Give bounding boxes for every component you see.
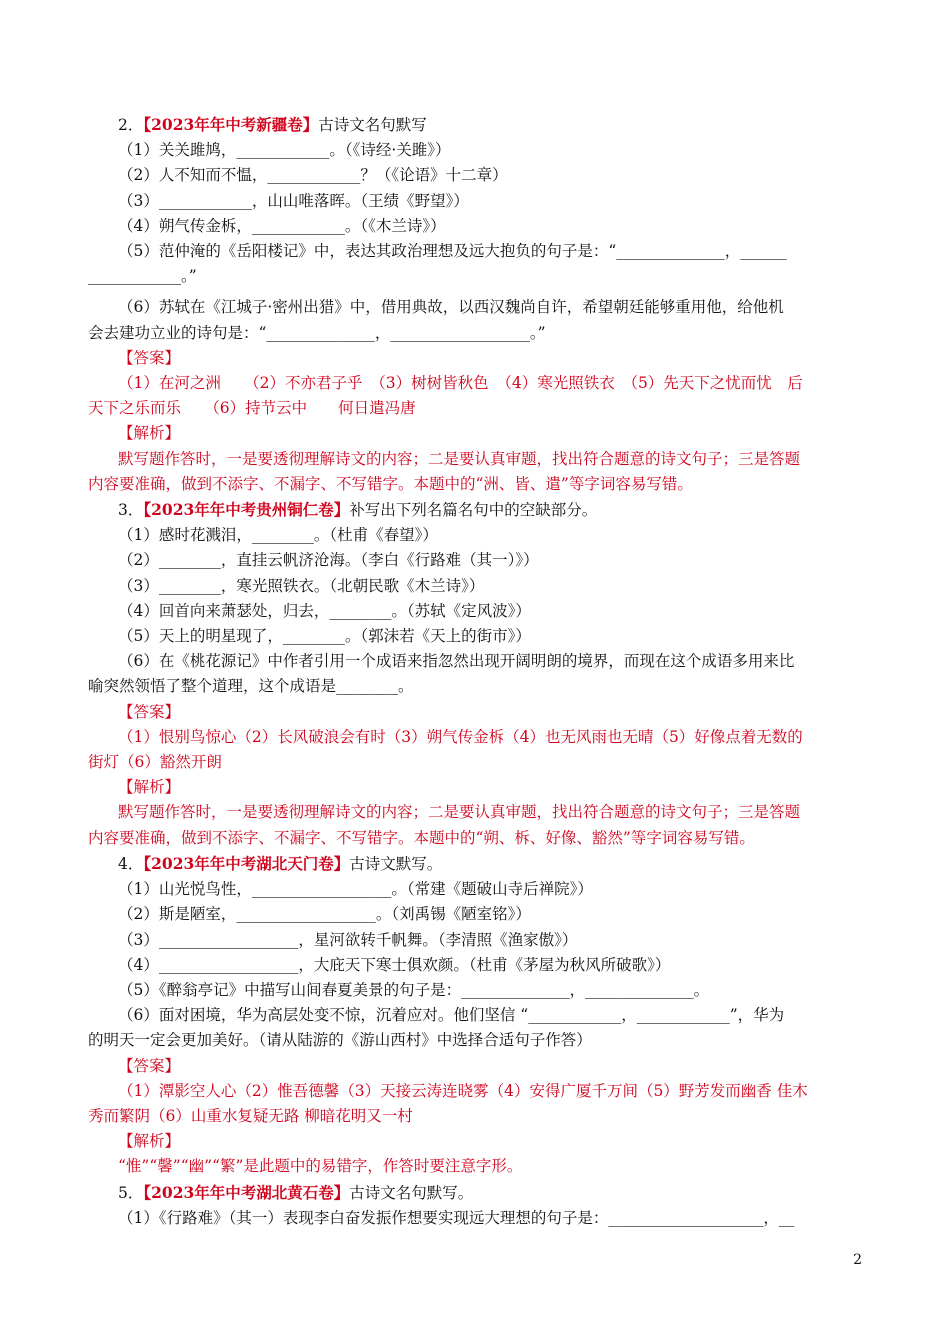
question-title: 补写出下列名篇名句中的空缺部分。	[349, 501, 598, 520]
answer-label: 【答案】	[118, 1056, 181, 1075]
question-item: （4）__________________，大庇天下寒士俱欢颜。（杜甫《茅屋为秋风所破歌》）	[118, 955, 671, 974]
question-item: （4）回首向来萧瑟处，归去，________。（苏轼《定风波》）	[118, 601, 531, 620]
question-3-header	[88, 497, 863, 523]
question-item: （2）________，直挂云帆济沧海。（李白《行路难（其一）》）	[118, 551, 539, 570]
analysis-label: 【解析】	[118, 424, 181, 443]
question-4-header	[88, 851, 863, 877]
analysis-text: 默写题作答时，一是要透彻理解诗文的内容；二是要认真审题，找出符合题意的诗文句子；三是答题	[118, 449, 801, 468]
question-item: （6）苏轼在《江城子·密州出猎》中，借用典故，以西汉魏尚自许，希望朝廷能够重用他，给他机	[118, 298, 784, 317]
question-item: （1）感时花溅泪，________。（杜甫《春望》）	[118, 526, 438, 545]
answer-text: （1）恨别鸟惊心（2）长风破浪会有时（3）朔气传金柝（4）也无风雨也无晴（5）好像点着无数的	[118, 727, 803, 746]
question-source: 【2023年年中考新疆卷】	[143, 115, 319, 134]
question-source: 【2023年年中考贵州铜仁卷】	[143, 500, 350, 520]
question-item: （5）天上的明星现了，________。（郭沫若《天上的街市》）	[118, 627, 531, 646]
question-item: （6）在《桃花源记》中作者引用一个成语来指忽然出现开阔明朗的境界，而现在这个成语多用来比	[118, 652, 795, 671]
question-item: （1）《行路难》（其一）表现李白奋发振作想要实现远大理想的句子是：____________________，__	[118, 1208, 795, 1227]
answer-text-continued: 秀而繁阴（6）山重水复疑无路 柳暗花明又一村	[88, 1106, 413, 1125]
page-number: 2	[853, 1252, 862, 1268]
question-item-continued: 会去建功立业的诗句是：“______________，__________________。”	[88, 323, 546, 342]
question-number: 2．	[118, 116, 144, 134]
answer-text: （1）在河之洲 （2）不亦君子乎 （3）树树皆秋色 （4）寒光照铁衣 （5）先天下之忧而忧 后	[118, 374, 803, 393]
answer-text-continued: 天下之乐而乐 （6）持节云中 何日遣冯唐	[88, 399, 416, 418]
question-source: 【2023年年中考湖北黄石卷】	[143, 1182, 350, 1202]
question-item: （1）关关雎鸠，____________。（《诗经·关雎》）	[118, 141, 451, 160]
analysis-text-continued: 内容要准确，做到不添字、不漏字、不写错字。本题中的“洲、皆、遣”等字词容易写错。	[88, 474, 693, 493]
answer-label: 【答案】	[118, 348, 181, 367]
question-item: （1）山光悦鸟性，__________________。（常建《题破山寺后禅院》）	[118, 880, 593, 899]
question-number: 4．	[118, 854, 144, 873]
question-2-header	[88, 112, 863, 138]
question-item: （6）面对困境，华为高层处变不惊，沉着应对。他们坚信 “____________，____________”，华为	[118, 1006, 785, 1025]
question-title: 古诗文名句默写	[318, 116, 427, 134]
question-item-continued: 喻突然领悟了整个道理，这个成语是________。	[88, 677, 414, 696]
question-number: 3．	[118, 501, 144, 520]
answer-label: 【答案】	[118, 702, 181, 721]
question-item: （2）人不知而不愠，____________？（《论语》十二章）	[118, 166, 508, 185]
question-item: （3）____________，山山唯落晖。（王绩《野望》）	[118, 191, 469, 210]
analysis-text: “惟”“馨”“幽”“繁”是此题中的易错字，作答时要注意字形。	[118, 1157, 523, 1176]
analysis-label: 【解析】	[118, 1132, 181, 1151]
question-source: 【2023年年中考湖北天门卷】	[143, 853, 350, 873]
question-item: （3）________，寒光照铁衣。（北朝民歌《木兰诗》）	[118, 576, 485, 595]
answer-text: （1）潭影空人心（2）惟吾德馨（3）天接云涛连晓雾（4）安得广厦千万间（5）野芳发而幽香 佳木	[118, 1081, 808, 1100]
analysis-text: 默写题作答时，一是要透彻理解诗文的内容；二是要认真审题，找出符合题意的诗文句子；三是答题	[118, 803, 801, 822]
question-item-continued: 的明天一定会更加美好。（请从陆游的《游山西村》中选择合适句子作答）	[88, 1031, 592, 1050]
question-item: （2）斯是陋室，__________________。（刘禹锡《陋室铭》）	[118, 905, 531, 924]
question-item: （3）__________________，星河欲转千帆舞。（李清照《渔家傲》）	[118, 930, 578, 949]
question-item: （4）朔气传金柝，____________。（《木兰诗》）	[118, 216, 446, 235]
document-page	[88, 112, 863, 1231]
answer-text-continued: 街灯（6）豁然开朗	[88, 753, 222, 772]
question-number: 5．	[118, 1183, 144, 1202]
analysis-text-continued: 内容要准确，做到不添字、不漏字、不写错字。本题中的“朔、柝、好像、豁然”等字词容易写错。	[88, 828, 755, 847]
analysis-label: 【解析】	[118, 778, 181, 797]
question-5-header	[88, 1180, 863, 1206]
question-item-continued: ____________。”	[88, 267, 197, 286]
question-title: 古诗文默写。	[349, 854, 443, 873]
question-item: （5）《醉翁亭记》中描写山间春夏美景的句子是：______________，______________。	[118, 980, 710, 999]
question-title: 古诗文名句默写。	[349, 1183, 474, 1202]
question-item: （5）范仲淹的《岳阳楼记》中，表达其政治理想及远大抱负的句子是：“______________，______	[118, 242, 787, 261]
